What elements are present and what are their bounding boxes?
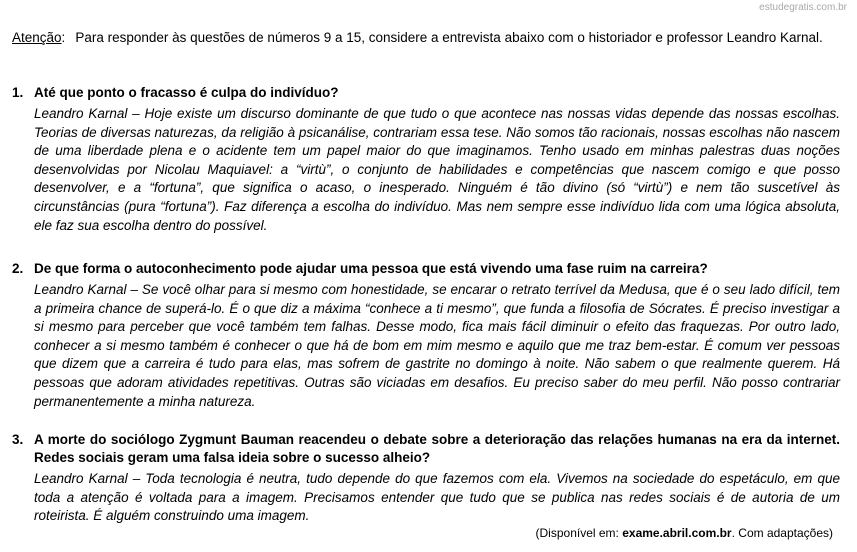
answer-text: Leandro Karnal – Se você olhar para si mesmo com honestidade, se encarar o retrato terrível da Medusa, que é o seu lado difícil, tem a primeira chance de superá-lo. É o que diz a máxima “conhece a ti mesmo”, que funda a filosofia de Sócrates. É preciso investigar a si mesmo para perceber que você também tem falhas. Desse modo, fica mais fácil diminuir o efeito das fraquezas. Por outro lado, conhecer a si mesmo também é conhecer o que há de bom em mim mesmo e aquilo que me traz bem-estar. É comum ver pessoas que dizem que a carreira é tudo para elas, mas sofrem de gastrite no domingo à noite. Não sabem o que realmente querem. Há pessoas que adoram atividades repetitivas. Outras são viciadas em desafios. Eu preciso saber do meu perfil. Não posso contrariar permanentemente a minha natureza.: [34, 282, 840, 409]
source-site: exame.abril.com.br: [622, 526, 732, 540]
question-number: 2.: [12, 261, 24, 276]
answer-text: Leandro Karnal – Toda tecnologia é neutra, tudo depende do que fazemos com ela. Vivemos na sociedade do espetáculo, em que toda a atenção é voltada para a imagem. Precisamos entender que tudo que se publica nas redes sociais é de autoria de um roteirista. É alguém construindo uma imagem.: [34, 471, 840, 524]
intro-text: Para responder às questões de números 9 a 15, considere a entrevista abaixo com o historiador e professor Leandro Karnal.: [75, 30, 823, 45]
source-suffix: . Com adaptações): [731, 526, 833, 540]
answer-text: Leandro Karnal – Hoje existe um discurso dominante de que tudo o que acontece nas nossas vidas depende das nossas escolhas. Teorias de diversas naturezas, da religião à psicanálise, contrariam essa tese. Não somos tão racionais, nossas escolhas não nascem de uma liberdade plena e o acidente tem um papel maior do que imaginamos. Tenho usado em minhas palestras duas noções desenvolvidas por Nicolau Maquiavel: a “virtù”, o conjunto de habilidades e competências que nascem comigo e que posso desenvolver, e a “fortuna”, que significa o acaso, o inesperado. Ninguém é tão divino (só “virtù”) e nem tão suscetível às circunstâncias (pura “fortuna”). Faz diferença a escolha do indivíduo. Mas nem sempre esse indivíduo lida com uma lógica absoluta, ele faz sua escolha dentro do possível.: [34, 106, 840, 233]
question-3: [12, 431, 840, 526]
question-number: 3.: [12, 432, 24, 447]
intro-colon: :: [61, 30, 66, 45]
question-text: De que forma o autoconhecimento pode ajudar uma pessoa que está vivendo uma fase ruim na carreira?: [34, 261, 708, 276]
question-1: [12, 84, 840, 235]
intro-label: Atenção: [12, 30, 62, 45]
watermark: estudegratis.com.br: [759, 2, 847, 13]
question-number: 1.: [12, 85, 24, 100]
intro-paragraph: [12, 30, 840, 46]
source-prefix: (Disponível em:: [535, 526, 623, 540]
question-text: A morte do sociólogo Zygmunt Bauman reacendeu o debate sobre a deterioração das relações humanas na era da internet. Redes sociais geram uma falsa ideia sobre o sucesso alheio?: [34, 432, 840, 465]
question-text: Até que ponto o fracasso é culpa do indivíduo?: [34, 85, 339, 100]
question-2: [12, 260, 840, 411]
source-citation: [536, 526, 833, 541]
